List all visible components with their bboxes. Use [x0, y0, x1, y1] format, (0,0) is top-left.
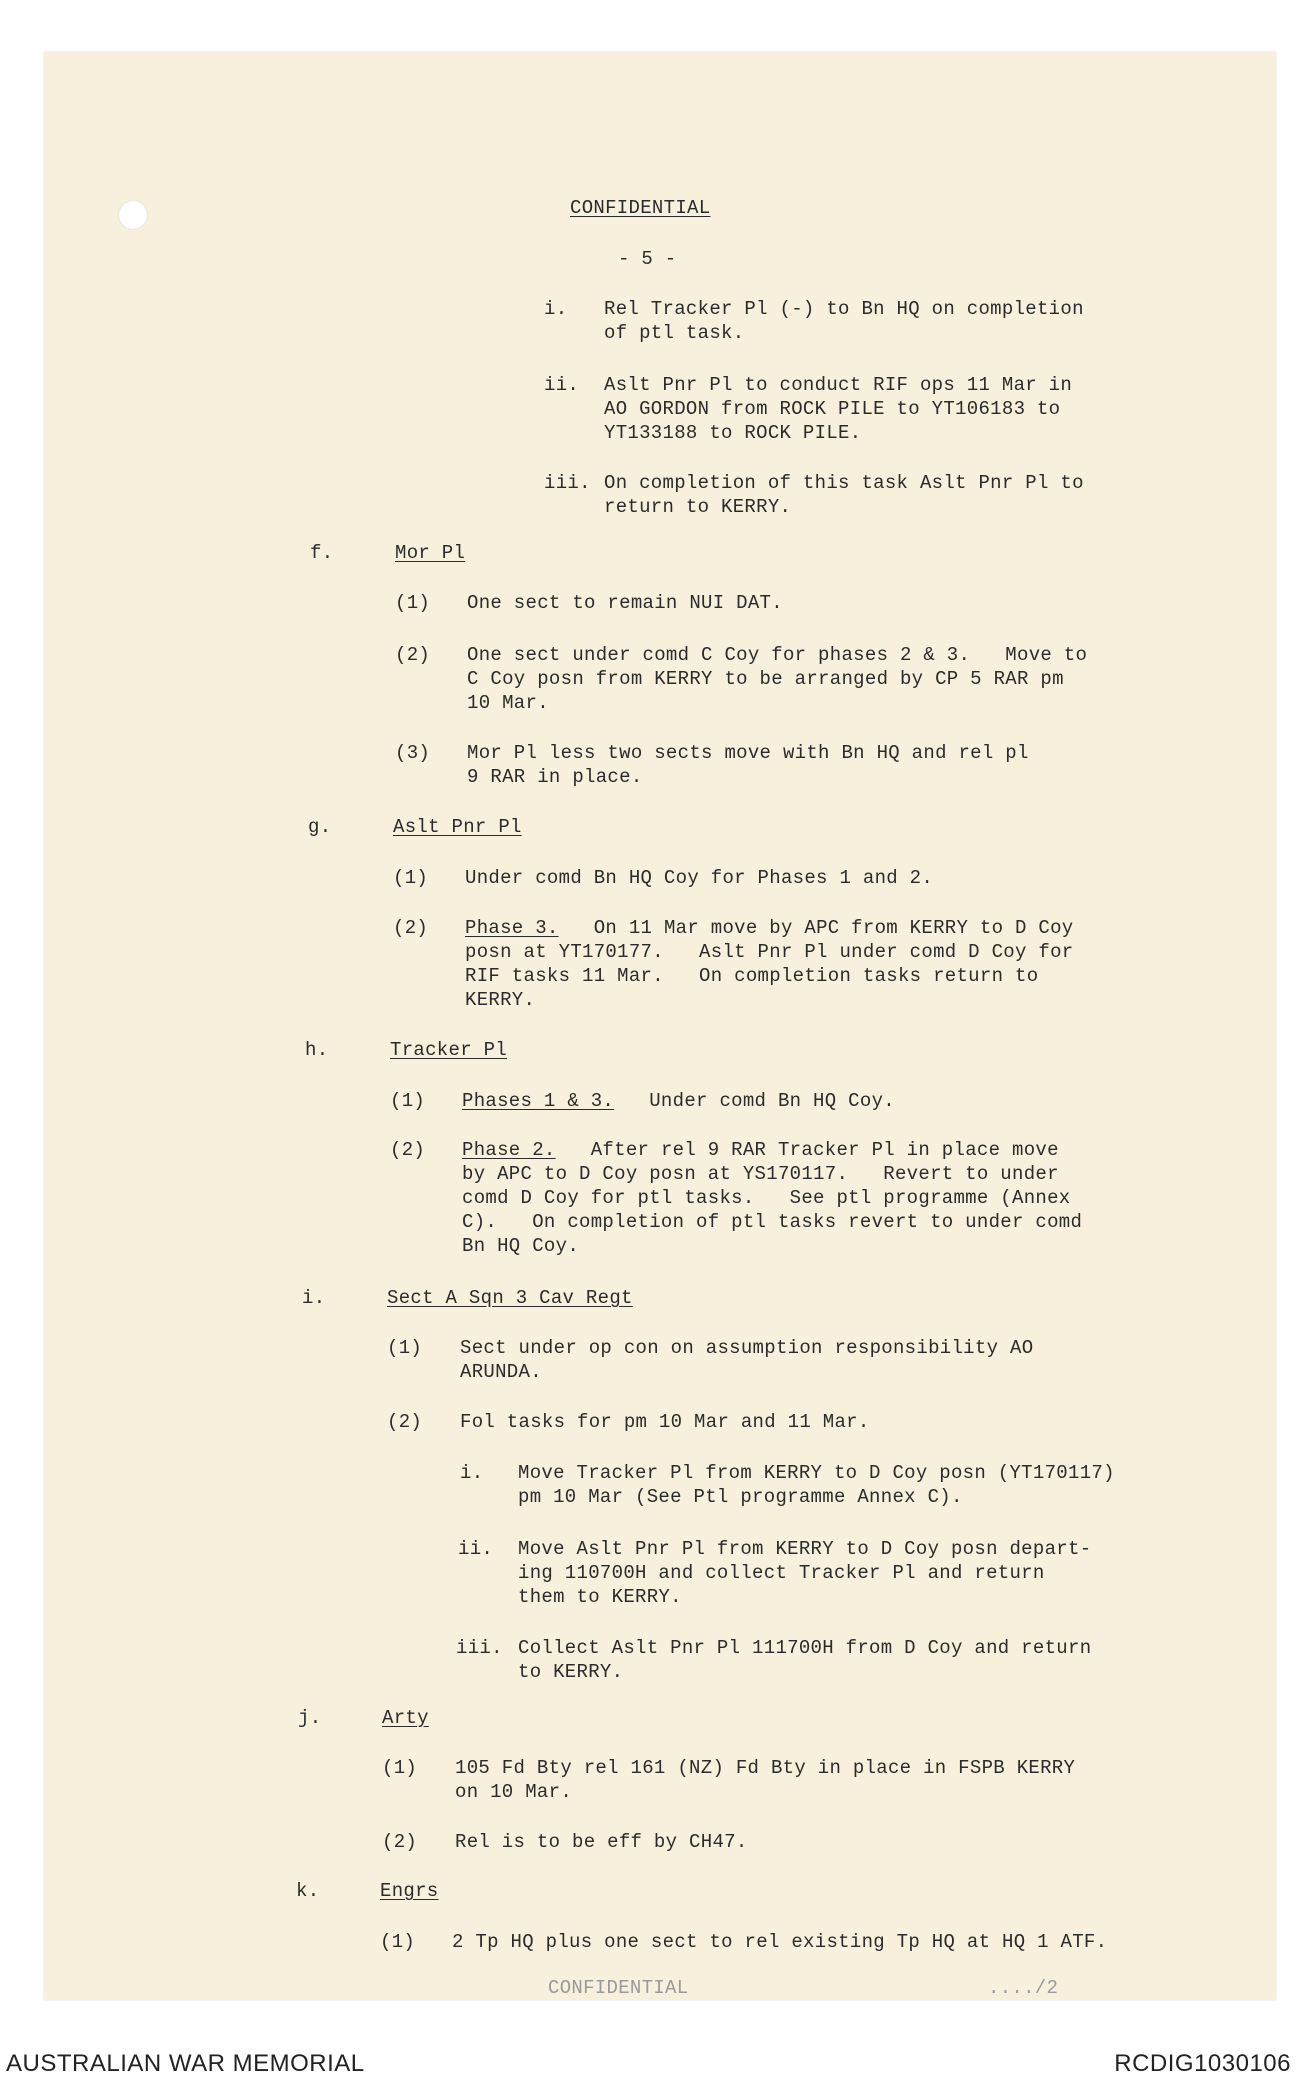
item-line: 10 Mar. — [467, 692, 549, 714]
item-line: Sect under op con on assumption responsibility AO — [460, 1337, 1034, 1359]
item-number: (1) — [387, 1337, 423, 1359]
section-letter: i. — [302, 1287, 326, 1309]
item-line: One sect under comd C Coy for phases 2 & 3. Move to — [467, 644, 1088, 666]
footer-continuation: ..../2 — [988, 1977, 1059, 1999]
footer-classification: CONFIDENTIAL — [548, 1977, 689, 1999]
item-number: (2) — [395, 644, 431, 666]
intro-item-line: Rel Tracker Pl (-) to Bn HQ on completion — [604, 298, 1084, 320]
subitem-line: Collect Aslt Pnr Pl 111700H from D Coy and return — [518, 1637, 1092, 1659]
item-line: Under comd Bn HQ Coy for Phases 1 and 2. — [465, 867, 934, 889]
phase-label: Phase 2. — [462, 1139, 556, 1161]
item-number: (2) — [390, 1139, 426, 1161]
item-line: C Coy posn from KERRY to be arranged by CP 5 RAR pm — [467, 668, 1064, 690]
item-line: 9 RAR in place. — [467, 766, 643, 788]
item-number: (2) — [387, 1411, 423, 1433]
intro-item-line: AO GORDON from ROCK PILE to YT106183 to — [604, 398, 1061, 420]
item-line: Fol tasks for pm 10 Mar and 11 Mar. — [460, 1411, 870, 1433]
subitem-number: ii. — [458, 1538, 494, 1560]
subitem-line: Move Aslt Pnr Pl from KERRY to D Coy posn depart- — [518, 1538, 1092, 1560]
subitem-number: i. — [460, 1462, 484, 1484]
item-line: comd D Coy for ptl tasks. See ptl programme (Annex — [462, 1187, 1071, 1209]
section-letter: h. — [305, 1039, 329, 1061]
item-line: On 11 Mar move by APC from KERRY to D Coy — [558, 917, 1074, 939]
section-heading: Tracker Pl — [390, 1039, 508, 1061]
item-number: (1) — [395, 592, 431, 614]
item-number: (1) — [393, 867, 429, 889]
item-line: 105 Fd Bty rel 161 (NZ) Fd Bty in place in FSPB KERRY — [455, 1757, 1076, 1779]
subitem-line: pm 10 Mar (See Ptl programme Annex C). — [518, 1486, 963, 1508]
item-line: C). On completion of ptl tasks revert to under comd — [462, 1211, 1083, 1233]
section-heading: Arty — [382, 1707, 429, 1729]
section-letter: k. — [296, 1880, 320, 1902]
intro-item-number: ii. — [544, 374, 580, 396]
section-letter: g. — [308, 816, 332, 838]
item-number: (2) — [382, 1831, 418, 1853]
section-letter: j. — [298, 1707, 322, 1729]
phase-label: Phases 1 & 3. — [462, 1090, 615, 1112]
page-number: - 5 - — [618, 248, 677, 270]
section-heading: Mor Pl — [395, 542, 466, 564]
subitem-line: ing 110700H and collect Tracker Pl and return — [518, 1562, 1045, 1584]
intro-item-line: YT133188 to ROCK PILE. — [604, 422, 862, 444]
item-line: on 10 Mar. — [455, 1781, 573, 1803]
item-line: Rel is to be eff by CH47. — [455, 1831, 748, 1853]
intro-item-line: Aslt Pnr Pl to conduct RIF ops 11 Mar in — [604, 374, 1073, 396]
item-line: Under comd Bn HQ Coy. — [614, 1090, 895, 1112]
item-line: by APC to D Coy posn at YS170117. Revert to under — [462, 1163, 1059, 1185]
item-line: After rel 9 RAR Tracker Pl in place move — [555, 1139, 1059, 1161]
intro-item-line: of ptl task. — [604, 322, 745, 344]
item-number: (1) — [390, 1090, 426, 1112]
intro-item-line: return to KERRY. — [604, 496, 792, 518]
phase-label: Phase 3. — [465, 917, 559, 939]
item-first-line — [465, 916, 1074, 940]
item-line: KERRY. — [465, 989, 536, 1011]
subitem-line: them to KERRY. — [518, 1586, 682, 1608]
item-line: Bn HQ Coy. — [462, 1235, 580, 1257]
item-line: posn at YT170177. Aslt Pnr Pl under comd D Coy for — [465, 941, 1074, 963]
item-line: One sect to remain NUI DAT. — [467, 592, 783, 614]
section-heading: Engrs — [380, 1880, 439, 1902]
section-heading: Aslt Pnr Pl — [393, 816, 522, 838]
item-number: (1) — [382, 1757, 418, 1779]
item-line: ARUNDA. — [460, 1361, 542, 1383]
header-classification: CONFIDENTIAL — [570, 197, 711, 219]
item-number: (2) — [393, 917, 429, 939]
intro-item-line: On completion of this task Aslt Pnr Pl to — [604, 472, 1084, 494]
item-first-line — [462, 1138, 1059, 1162]
subitem-number: iii. — [456, 1637, 503, 1659]
archive-institution: AUSTRALIAN WAR MEMORIAL — [6, 2050, 365, 2077]
item-line: 2 Tp HQ plus one sect to rel existing Tp HQ at HQ 1 ATF. — [452, 1931, 1108, 1953]
punch-hole — [118, 200, 148, 230]
section-heading: Sect A Sqn 3 Cav Regt — [387, 1287, 633, 1309]
item-number: (3) — [395, 742, 431, 764]
intro-item-number: i. — [544, 298, 568, 320]
section-letter: f. — [310, 542, 334, 564]
item-line: RIF tasks 11 Mar. On completion tasks return to — [465, 965, 1039, 987]
subitem-line: to KERRY. — [518, 1661, 624, 1683]
item-first-line — [462, 1089, 895, 1113]
archive-reference: RCDIG1030106 — [1114, 2050, 1291, 2077]
item-line: Mor Pl less two sects move with Bn HQ and rel pl — [467, 742, 1029, 764]
item-number: (1) — [380, 1931, 416, 1953]
subitem-line: Move Tracker Pl from KERRY to D Coy posn (YT170117) — [518, 1462, 1115, 1484]
intro-item-number: iii. — [544, 472, 591, 494]
